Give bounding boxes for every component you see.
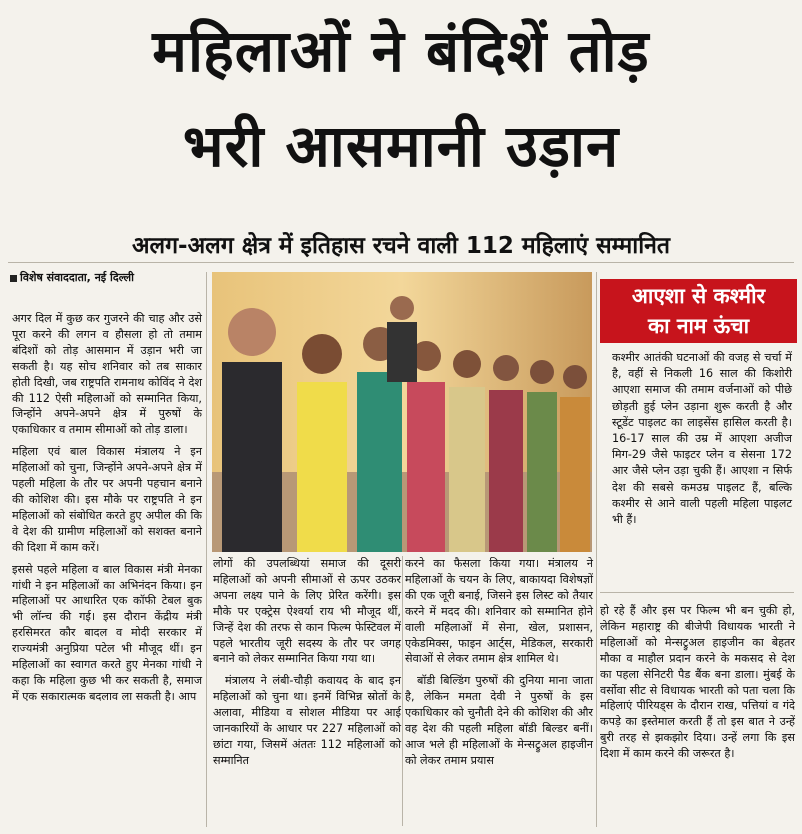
column-divider: [596, 272, 597, 827]
sidebar-body: कश्मीर आतंकी घटनाओं की वजह से चर्चा में है, वहीं से निकली 16 साल की किशोरी आएशा समाज की तमाम वर्जनाओं को पीछे छोड़ती हुई प्लेन उड़ाना शुरू करती है और स्टूडेंट पाइलट का लाइसेंस हासिल करती है। 16-17 साल की उम्र में आएशा अजीज मिग-29 जैसे फाइटर प्लेन व सेसना 172 आर जैसे प्लेन उड़ा चुकी हैं। आएशा न सिर्फ देश की सबसे कमउम्र पाइलट हैं, बल्कि कश्मीर से आने वाली पहली महिला पाइलट भी हैं।: [612, 351, 792, 527]
sidebar-title-line-2: का नाम ऊंचा: [647, 314, 750, 338]
paragraph: करने का फैसला किया गया। मंत्रालय ने महिलाओं के चयन के लिए, बाकायदा विशेषज्ञों की एक जूरी बनाई, जिसने इस लिस्ट को तैयार करने में मदद की। शनिवार को सम्मानित होने वाली महिलाओं में सेना, खेल, प्रशासन, एकेडमिक्स, फाइन आर्ट्स, मेडिकल, सरकारी सेवाओं से लेकर तमाम क्षेत्र शामिल थे।: [405, 557, 593, 666]
column-divider: [402, 556, 403, 826]
headline-line-2: भरी आसमानी उड़ान: [182, 112, 620, 180]
paragraph: लोगों की उपलब्धियां समाज की दूसरी महिलाओं को अपनी सीमाओं से ऊपर उठकर अपना लक्ष्य पाने के लिए प्रेरित करेंगी। इस मौके पर एक्ट्रेस ऐश्वर्या राय भी मौजूद थीं, जिन्हें देश की तरफ से कान फिल्म फेस्टिवल में पहले भारतीय जूरी सदस्य के तौर पर जगह बनाने को लेकर सम्मानित किया गया था।: [213, 557, 401, 666]
article-column-3: [405, 556, 593, 775]
paragraph: हो रहे हैं और इस पर फिल्म भी बन चुकी हो, लेकिन महाराष्ट्र की बीजेपी विधायक भारती ने महिलाओं को मेन्सट्रुअल हाइजीन का बेहतर मौका व माहौल प्रदान करने के मकसद से देश का पहला सेनिटरी पैड बैंक बना डाला। मुंबई के वर्सोवा सीट से विधायक भारती को पता चला कि महिलाएं पीरियड्स के दौरान राख, पत्तियां व गंदे कपड़े का इस्तेमाल करती हैं तो इस बात ने उन्हें बुरी तरह से झकझोर दिया। उन्हें लगा कि इस दिशा में काम करने की जरूरत है।: [600, 604, 795, 761]
sidebar-title-line-1: आएशा से कश्मीर: [631, 284, 766, 308]
article-column-2: [213, 556, 401, 775]
article-column-1: [12, 311, 202, 711]
news-photo: [212, 272, 592, 552]
byline: [10, 270, 134, 285]
divider: [8, 262, 794, 263]
sidebar-bottom-rule: [600, 592, 794, 593]
bullet-square-icon: [10, 275, 17, 282]
headline-line-1: महिलाओं ने बंदिशें तोड़: [152, 17, 650, 85]
column-divider: [206, 272, 207, 827]
byline-text: विशेष संवाददाता, नई दिल्ली: [20, 271, 134, 284]
article-column-4: [600, 603, 795, 768]
paragraph: अगर दिल में कुछ कर गुजरने की चाह और उसे पूरा करने की लगन व हौसला हो तो तमाम बंदिशों को तोड़ आसमान में उड़ान भरी जा सकती है। यह सोच शनिवार को तब साकार होती दिखी, जब राष्ट्रपति रामनाथ कोविंद ने देश की 112 ऐसी महिलाओं को सम्मानित किया, जिन्होंने अपने-अपने क्षेत्र में पुरुषों के एकाधिकार व तमाम सीमाओं को तोड़ डाला।: [12, 312, 202, 437]
paragraph: मंत्रालय ने लंबी-चौड़ी कवायद के बाद इन महिलाओं को चुना था। इनमें विभिन्न स्रोतों के अलावा, मीडिया व सोशल मीडिया पर आई जानकारियों के आधार पर 227 महिलाओं को छांटा गया, जिसमें अंततः 112 महिलाओं को सम्मानित: [213, 674, 401, 767]
paragraph: बॉडी बिल्डिंग पुरुषों की दुनिया माना जाता है, लेकिन ममता देवी ने पुरुषों के इस एकाधिकार को चुनौती देने की कोशिश की और वह देश की पहली महिला बॉडी बिल्डर बनीं। आज भले ही महिलाओं के मेन्सट्रुअल हाइजीन को लेकर तमाम प्रयास: [405, 674, 593, 767]
subheadline: अलग-अलग क्षेत्र में इतिहास रचने वाली 112 महिलाएं सम्मानित: [131, 233, 671, 259]
paragraph: इससे पहले महिला व बाल विकास मंत्री मेनका गांधी ने इन महिलाओं का अभिनंदन किया। इन महिलाओं पर आधारित एक कॉफी टेबल बुक भी लॉन्च की गई। इस दौरान केंद्रीय मंत्री हरसिमरत कौर बादल व मोदी सरकार में राज्यमंत्री अनुप्रिया पटेल भी मौजूद थीं। इन महिलाओं का स्वागत करते हुए मेनका गांधी ने कहा कि महिला कुछ भी कर सकती है, समाज में एक सकारात्मक बदलाव ला सकती है। आप: [12, 562, 202, 703]
paragraph: महिला एवं बाल विकास मंत्रालय ने इन महिलाओं को चुना, जिन्होंने अपने-अपने क्षेत्र में पहली महिला के तौर पर अपनी पहचान बनाने की कोशिश की। इस मौके पर राष्ट्रपति ने इन महिलाओं को संबोधित करते हुए अपील की कि वे देश की ग्रामीण महिलाओं को सशक्त बनाने की दिशा में काम करें।: [12, 445, 202, 554]
sidebar-headline: [600, 279, 797, 343]
